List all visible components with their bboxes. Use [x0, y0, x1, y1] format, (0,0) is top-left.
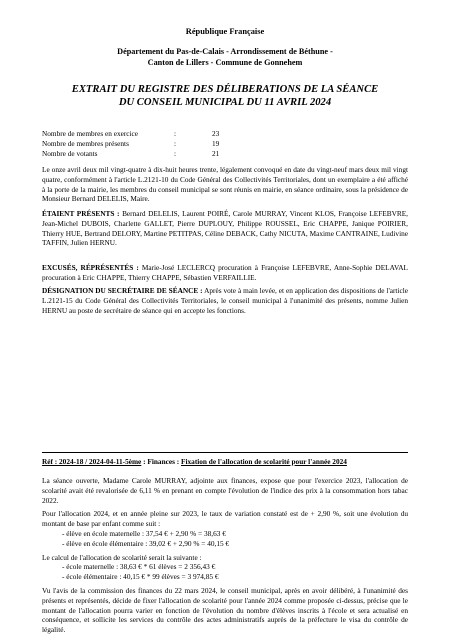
- excuses-paragraph: [42, 263, 408, 283]
- members-label: Nombre de membres présents: [42, 138, 129, 148]
- members-row: [42, 149, 232, 159]
- members-row: [42, 139, 232, 149]
- reference-number: Réf : 2024-18 / 2024-04-11-5ème: [42, 457, 142, 466]
- calcul-item: - école élémentaire : 40,15 € * 99 élèves = 3 974,85 €: [62, 572, 219, 582]
- presents-text: Bernard DELELIS, Laurent POIRÉ, Carole MURRAY, Vincent KLOS, Françoise LEFEBVRE, Jean-Michel DUBOIS, Charlette GALLET, Pierre DUPLOUY, Philippe ROUSSEL, Eric CHAPPE, Janique POIRIER, Thierry HUE, Bertrand DELORY, Martine PETITPAS, Céline DEBACK, Cathy NICUTA, Maxime CANTRAINE, Ludivine TAFFIN, Julien HERNU.: [42, 209, 408, 248]
- evolution-item: - élève en école élémentaire : 39,02 € + 2,90 % = 40,15 €: [62, 538, 230, 548]
- deliberation-paragraph-2: Pour l'allocation 2024, et en année pleine sur 2023, le taux de variation constaté est de + 2,90 %, soit une évolution du montant de base par enfant comme suit :: [42, 509, 408, 529]
- title-line-2: DU CONSEIL MUNICIPAL DU 11 AVRIL 2024: [118, 97, 332, 108]
- secretaire-paragraph: [42, 286, 408, 315]
- members-label: Nombre de membres en exercice: [42, 129, 139, 138]
- deliberation-paragraph-3: Le calcul de l'allocation de scolarité serait la suivante :: [42, 552, 202, 562]
- evolution-item: - élève en école maternelle : 37,54 € + 2,90 % = 38,63 €: [62, 528, 226, 538]
- members-value: 19: [212, 138, 220, 148]
- departement-header: [0, 46, 450, 68]
- reference-domain: : Finances :: [141, 457, 182, 466]
- members-value: 21: [212, 148, 220, 158]
- members-count-block: [42, 129, 232, 158]
- departement-line-2: Canton de Lillers - Commune de Gonnehem: [147, 58, 303, 67]
- members-colon: :: [174, 148, 177, 158]
- calcul-list: [42, 562, 408, 582]
- excuses-text: Marie-José LECLERCQ procuration à Françoise LEFEBVRE, Anne-Sophie DELAVAL procuration à Eric CHAPPE, Thierry CHAPPE, Sébastien VERFAILLIE.: [42, 263, 409, 282]
- members-row: [42, 129, 232, 139]
- deliberation-paragraph-4: Vu l'avis de la commission des finances du 22 mars 2024, le conseil municipal, après en avoir délibéré, à l'unanimité des présents et représentés, décide de fixer l'allocation de scolarité pour l'année 2024 comme proposée ci-dessus, précise que le montant de l'allocation pourra varier en fonction de l'évolution du nombre d'élèves inscrits à l'école et sera actualisé en conséquence, et sollicite les services du contrôle des actes administratifs auprès de la préfecture le visa du contrôle de légalité.: [42, 585, 408, 635]
- deliberation-body: [42, 476, 408, 635]
- calcul-item: - école maternelle : 38,63 € * 61 élèves = 2 356,43 €: [62, 562, 216, 572]
- members-colon: :: [174, 129, 177, 138]
- document-title: [0, 83, 450, 109]
- deliberation-reference: [42, 457, 408, 466]
- secretaire-label: DÉSIGNATION DU SECRÉTAIRE DE SÉANCE :: [42, 286, 203, 295]
- members-value: 23: [212, 129, 220, 138]
- excuses-label: EXCUSÉS, RÉPRÉSENTÉS :: [42, 263, 139, 272]
- members-colon: :: [174, 138, 177, 148]
- deliberation-paragraph-1: La séance ouverte, Madame Carole MURRAY, adjointe aux finances, expose que pour l'exercice 2023, l'allocation de scolarité avait été revalorisée de 6,11 % en prenant en compte l'évolution de l'indice des prix à la consommation hors tabac 2022.: [42, 476, 408, 505]
- secretaire-text: Après vote à main levée, et en application des dispositions de l'article L.2121-15 du Code Général des Collectivités Territoriales, le conseil municipal à l'unanimité des présents, nomme Julien HERNU au poste de secrétaire de séance qui en accepte les fonctions.: [42, 286, 408, 315]
- section-divider: [42, 452, 408, 453]
- departement-line-1: Département du Pas-de-Calais - Arrondissement de Béthune -: [117, 47, 333, 56]
- intro-paragraph: Le onze avril deux mil vingt-quatre à dix-huit heures trente, légalement convoqué en date du vingt-neuf mars deux mil vingt quatre, conformément à l'article L.2121-10 du Code Général des Collectivités Territoriales, dont un exemplaire a été affiché à la porte de la mairie, les membres du conseil municipal se sont réunis en mairie, en séance ordinaire, sous la présidence de Monsieur Bernard DELELIS, Maire.: [42, 165, 408, 204]
- title-line-1: EXTRAIT DU REGISTRE DES DÉLIBERATIONS DE LA SÉANCE: [71, 84, 379, 95]
- presents-label: ÉTAIENT PRÉSENTS :: [42, 209, 120, 218]
- republique-header: République Française: [185, 27, 265, 36]
- members-label: Nombre de votants: [42, 148, 98, 158]
- evolution-list: [42, 529, 408, 549]
- presents-paragraph: [42, 209, 408, 248]
- reference-subject: Fixation de l'allocation de scolarité pour l'année 2024: [181, 457, 347, 466]
